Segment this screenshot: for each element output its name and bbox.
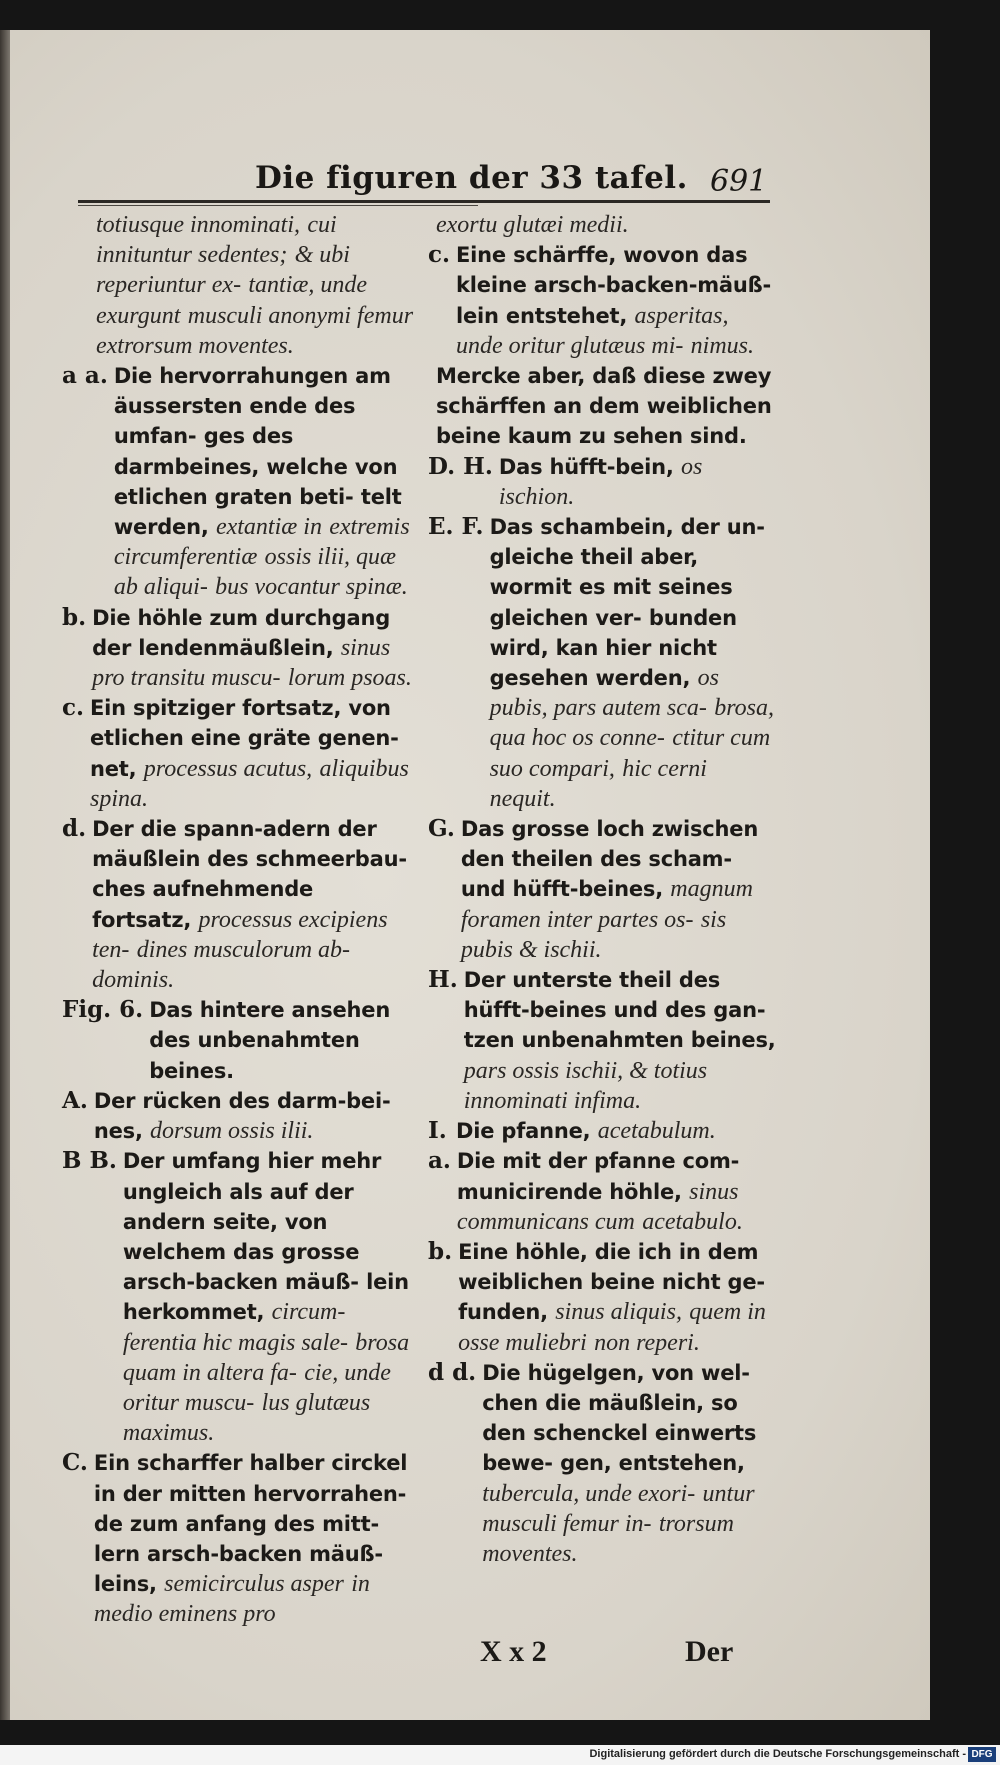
latin-text: foramen inter partes os- bbox=[460, 906, 694, 933]
latin-text: exortu glutæi medii. bbox=[436, 212, 629, 238]
entry-text bbox=[123, 1146, 414, 1448]
latin-text: os pubis, pars autem sca- bbox=[489, 665, 719, 722]
entry-text bbox=[92, 814, 414, 995]
figure-marker: c. bbox=[62, 694, 85, 722]
figure-marker: a. bbox=[428, 1147, 451, 1175]
german-text: Das schambein, der un- bbox=[489, 515, 765, 540]
german-text: äussersten ende des umfan- bbox=[113, 394, 356, 449]
header-rule bbox=[78, 200, 770, 203]
latin-text: acetabulum. bbox=[597, 1118, 716, 1145]
entry bbox=[428, 1358, 776, 1569]
figure-marker: A. bbox=[62, 1086, 88, 1114]
german-text: lein herkommet, bbox=[122, 1270, 409, 1325]
latin-text: semicirculus asper bbox=[164, 1571, 344, 1598]
entry-text bbox=[458, 1237, 776, 1358]
latin-text: untur musculi femur in- bbox=[482, 1480, 755, 1537]
dfg-logo-icon: DFG bbox=[968, 1747, 996, 1762]
latin-text: bus vocantur spinæ. bbox=[215, 574, 408, 601]
figure-marker: B B. bbox=[62, 1147, 117, 1175]
entry-text bbox=[62, 210, 414, 361]
book-page bbox=[10, 30, 930, 1720]
german-text: Ein spitziger fortsatz, von bbox=[90, 696, 391, 721]
latin-text: asperitas, bbox=[634, 302, 729, 329]
latin-text: sinus pro transitu muscu- bbox=[92, 634, 391, 692]
entry bbox=[428, 965, 776, 1116]
german-text: lein entstehet, bbox=[456, 303, 628, 328]
entry bbox=[62, 210, 414, 361]
german-text: de zum anfang des mitt- bbox=[93, 1511, 379, 1536]
german-text: in der mitten hervorrahen- bbox=[93, 1481, 407, 1506]
latin-text: pars ossis ischii, & totius bbox=[463, 1057, 708, 1084]
running-head-title: Die figuren der 33 tafel. bbox=[255, 160, 688, 196]
german-text: Der unterste theil des bbox=[463, 968, 721, 993]
german-text: Der die spann-adern der bbox=[92, 817, 377, 842]
header-rule-thin bbox=[78, 205, 478, 206]
entry-text bbox=[428, 361, 776, 452]
latin-text: ossis ilii, quæ ab aliqui- bbox=[113, 544, 397, 601]
latin-text: totiusque innominati, bbox=[96, 212, 300, 238]
german-text: gesehen werden, bbox=[489, 666, 691, 691]
latin-text: tubercula, unde exori- bbox=[482, 1480, 696, 1507]
german-text: beine kaum zu sehen sind. bbox=[436, 424, 747, 449]
latin-text: aliquibus spina. bbox=[90, 755, 409, 812]
german-text: Eine höhle, die ich in dem bbox=[458, 1239, 759, 1264]
latin-text: hic cerni nequit. bbox=[489, 755, 707, 812]
latin-text: & ubi reperiuntur ex- bbox=[96, 242, 350, 299]
entry-text bbox=[149, 995, 414, 1086]
entry bbox=[428, 814, 776, 965]
entry-text bbox=[490, 512, 776, 814]
entry bbox=[62, 1448, 414, 1629]
german-text: gleiche theil aber, wormit bbox=[489, 545, 699, 600]
entry-text bbox=[456, 1116, 776, 1146]
latin-text: circum- bbox=[271, 1299, 346, 1326]
entry-text bbox=[92, 603, 414, 694]
latin-text: cui innituntur sedentes; bbox=[96, 212, 337, 269]
german-text: seite, von welchem das bbox=[122, 1209, 328, 1264]
german-text: gen, entstehen, bbox=[560, 1451, 745, 1476]
entry bbox=[428, 1237, 776, 1358]
latin-text: trorsum moventes. bbox=[482, 1510, 734, 1567]
figure-marker: b. bbox=[428, 1237, 453, 1265]
entry bbox=[428, 210, 776, 240]
german-text: municirende höhle, bbox=[456, 1179, 682, 1204]
latin-text: cie, unde oritur muscu- bbox=[122, 1359, 391, 1416]
german-text: Das hintere ansehen bbox=[149, 998, 391, 1023]
german-text: Eine schärffe, wovon das bbox=[456, 243, 748, 268]
right-text-column bbox=[428, 210, 776, 1569]
latin-text: dorsum ossis ilii. bbox=[150, 1118, 314, 1145]
latin-text: os ischion. bbox=[498, 453, 703, 510]
latin-text: brosa quam in altera fa- bbox=[122, 1329, 410, 1386]
german-text: leins, bbox=[93, 1572, 157, 1597]
german-text: grosse arsch-backen mäuß- bbox=[122, 1239, 360, 1295]
german-text: tzen unbenahmten beines, bbox=[463, 1028, 776, 1053]
entry-text bbox=[428, 210, 776, 240]
entry-text bbox=[90, 693, 414, 814]
latin-text: sis pubis & ischii. bbox=[460, 906, 727, 963]
figure-marker: C. bbox=[62, 1449, 88, 1477]
german-text: lern arsch-backen mäuß- bbox=[93, 1541, 383, 1566]
latin-text: magnum bbox=[670, 876, 753, 903]
latin-text: sinus communicans cum bbox=[456, 1178, 739, 1235]
entry bbox=[428, 361, 776, 452]
latin-text: lorum psoas. bbox=[287, 665, 412, 692]
latin-text: unde oritur glutæus mi- bbox=[456, 332, 684, 359]
entry bbox=[62, 1086, 414, 1146]
entry-text bbox=[482, 1358, 776, 1569]
entry bbox=[428, 1116, 776, 1146]
page-number: 691 bbox=[710, 164, 768, 199]
latin-text: dominis. bbox=[92, 967, 175, 994]
german-text: schenckel einwerts bewe- bbox=[482, 1421, 757, 1476]
german-text: hüfft-beines und des gan- bbox=[463, 998, 766, 1023]
figure-marker: E. F. bbox=[428, 513, 484, 541]
latin-text: processus excipiens ten- bbox=[92, 906, 388, 963]
german-text: bunden wird, kan hier nicht bbox=[489, 605, 737, 660]
german-text: des unbenahmten beines. bbox=[149, 1028, 360, 1083]
german-text: Die hervorrahungen am bbox=[113, 364, 391, 389]
figure-marker: D. H. bbox=[428, 452, 493, 480]
latin-text: dines musculorum ab- bbox=[136, 936, 351, 963]
german-text: von etlichen graten beti- bbox=[113, 454, 398, 509]
figure-marker: H. bbox=[428, 966, 458, 994]
latin-text: brosa, qua hoc os conne- bbox=[489, 695, 775, 752]
latin-text: musculi anonymi femur bbox=[187, 302, 414, 329]
figure-marker: G. bbox=[428, 815, 455, 843]
entry bbox=[62, 603, 414, 694]
german-text: weiblichen beine nicht ge- bbox=[458, 1270, 765, 1295]
figure-marker: a a. bbox=[62, 362, 108, 390]
digitization-credit-bar bbox=[0, 1745, 1000, 1765]
entry-text bbox=[461, 814, 776, 965]
entry bbox=[428, 452, 776, 512]
german-text: ches aufnehmende fortsatz, bbox=[92, 877, 314, 932]
german-text: schärffen an dem weiblichen bbox=[436, 394, 772, 419]
german-text: telt werden, bbox=[113, 484, 402, 540]
figure-marker: d d. bbox=[428, 1358, 477, 1386]
credit-text: Digitalisierung gefördert durch die Deutsche Forschungsgemeinschaft - bbox=[589, 1748, 966, 1760]
entry-text bbox=[464, 965, 776, 1116]
entry-text bbox=[456, 240, 776, 361]
entry bbox=[428, 240, 776, 361]
german-text: nes, bbox=[93, 1119, 143, 1144]
latin-text: in medio eminens pro bbox=[93, 1571, 370, 1628]
german-text: funden, bbox=[458, 1300, 548, 1325]
latin-text: non reperi. bbox=[594, 1329, 700, 1356]
german-text: Ein scharffer halber circkel bbox=[93, 1451, 408, 1476]
german-text: der lendenmäußlein, bbox=[92, 635, 334, 660]
figure-marker: Fig. 6. bbox=[62, 996, 144, 1024]
german-text: Die hügelgen, von wel- bbox=[482, 1360, 750, 1385]
figure-marker: d. bbox=[62, 815, 87, 843]
german-text: etlichen eine gräte genen- bbox=[90, 726, 399, 751]
entry-text bbox=[114, 361, 414, 603]
latin-text: ferentia hic magis sale- bbox=[122, 1329, 348, 1356]
german-text: Mercke aber, daß diese zwey bbox=[436, 364, 772, 389]
german-text: Die mit der pfanne com- bbox=[456, 1149, 740, 1174]
signature-mark: X x 2 bbox=[480, 1635, 547, 1668]
entry-text bbox=[94, 1448, 414, 1629]
latin-text: lus glutæus maximus. bbox=[122, 1389, 371, 1447]
german-text: chen die mäußlein, so den bbox=[482, 1390, 738, 1446]
page-footer bbox=[480, 1635, 780, 1675]
latin-text: innominati infima. bbox=[463, 1087, 642, 1114]
entry-text bbox=[499, 452, 776, 512]
figure-marker: b. bbox=[62, 603, 87, 631]
latin-text: sinus aliquis, bbox=[555, 1299, 682, 1326]
latin-text: acetabulo. bbox=[642, 1208, 743, 1235]
figure-marker: I. bbox=[428, 1117, 447, 1145]
german-text: Das grosse loch zwischen bbox=[460, 817, 759, 842]
entry bbox=[62, 693, 414, 814]
latin-text: extrorsum moventes. bbox=[96, 332, 294, 359]
german-text: Das hüfft-bein, bbox=[498, 454, 674, 479]
entry bbox=[428, 1146, 776, 1237]
latin-text: extantiæ in bbox=[215, 514, 322, 541]
german-text: ungleich als auf der andern bbox=[122, 1179, 354, 1234]
german-text: net, bbox=[90, 756, 137, 781]
entry bbox=[62, 1146, 414, 1448]
latin-text: quem in osse muliebri bbox=[458, 1299, 766, 1356]
latin-text: tantiæ, unde exurgunt bbox=[96, 272, 368, 329]
german-text: Der umfang hier mehr bbox=[122, 1149, 382, 1174]
entry bbox=[62, 995, 414, 1086]
catchword: Der bbox=[685, 1635, 734, 1668]
entry-text bbox=[94, 1086, 414, 1146]
latin-text: extremis circumferentiæ bbox=[113, 514, 410, 571]
entry bbox=[62, 361, 414, 603]
left-text-column bbox=[62, 210, 414, 1630]
entry bbox=[428, 512, 776, 814]
german-text: mäußlein des schmeerbau- bbox=[92, 847, 407, 872]
german-text: es mit seines gleichen ver- bbox=[489, 575, 733, 630]
latin-text: nimus. bbox=[690, 332, 755, 359]
german-text: Die höhle zum durchgang bbox=[92, 605, 391, 630]
latin-text: ctitur cum suo compari, bbox=[489, 725, 771, 782]
latin-text: processus acutus, bbox=[143, 755, 313, 782]
german-text: Die pfanne, bbox=[456, 1119, 591, 1144]
figure-marker: c. bbox=[428, 241, 451, 269]
german-text: kleine arsch-backen-mäuß- bbox=[456, 273, 772, 298]
german-text: Der rücken des darm-bei- bbox=[93, 1088, 391, 1113]
german-text: ges des darmbeines, welche bbox=[113, 424, 348, 479]
entry bbox=[62, 814, 414, 995]
german-text: den theilen des scham-und bbox=[460, 847, 732, 902]
german-text: hüfft-beines, bbox=[512, 877, 663, 902]
entry-text bbox=[457, 1146, 776, 1237]
